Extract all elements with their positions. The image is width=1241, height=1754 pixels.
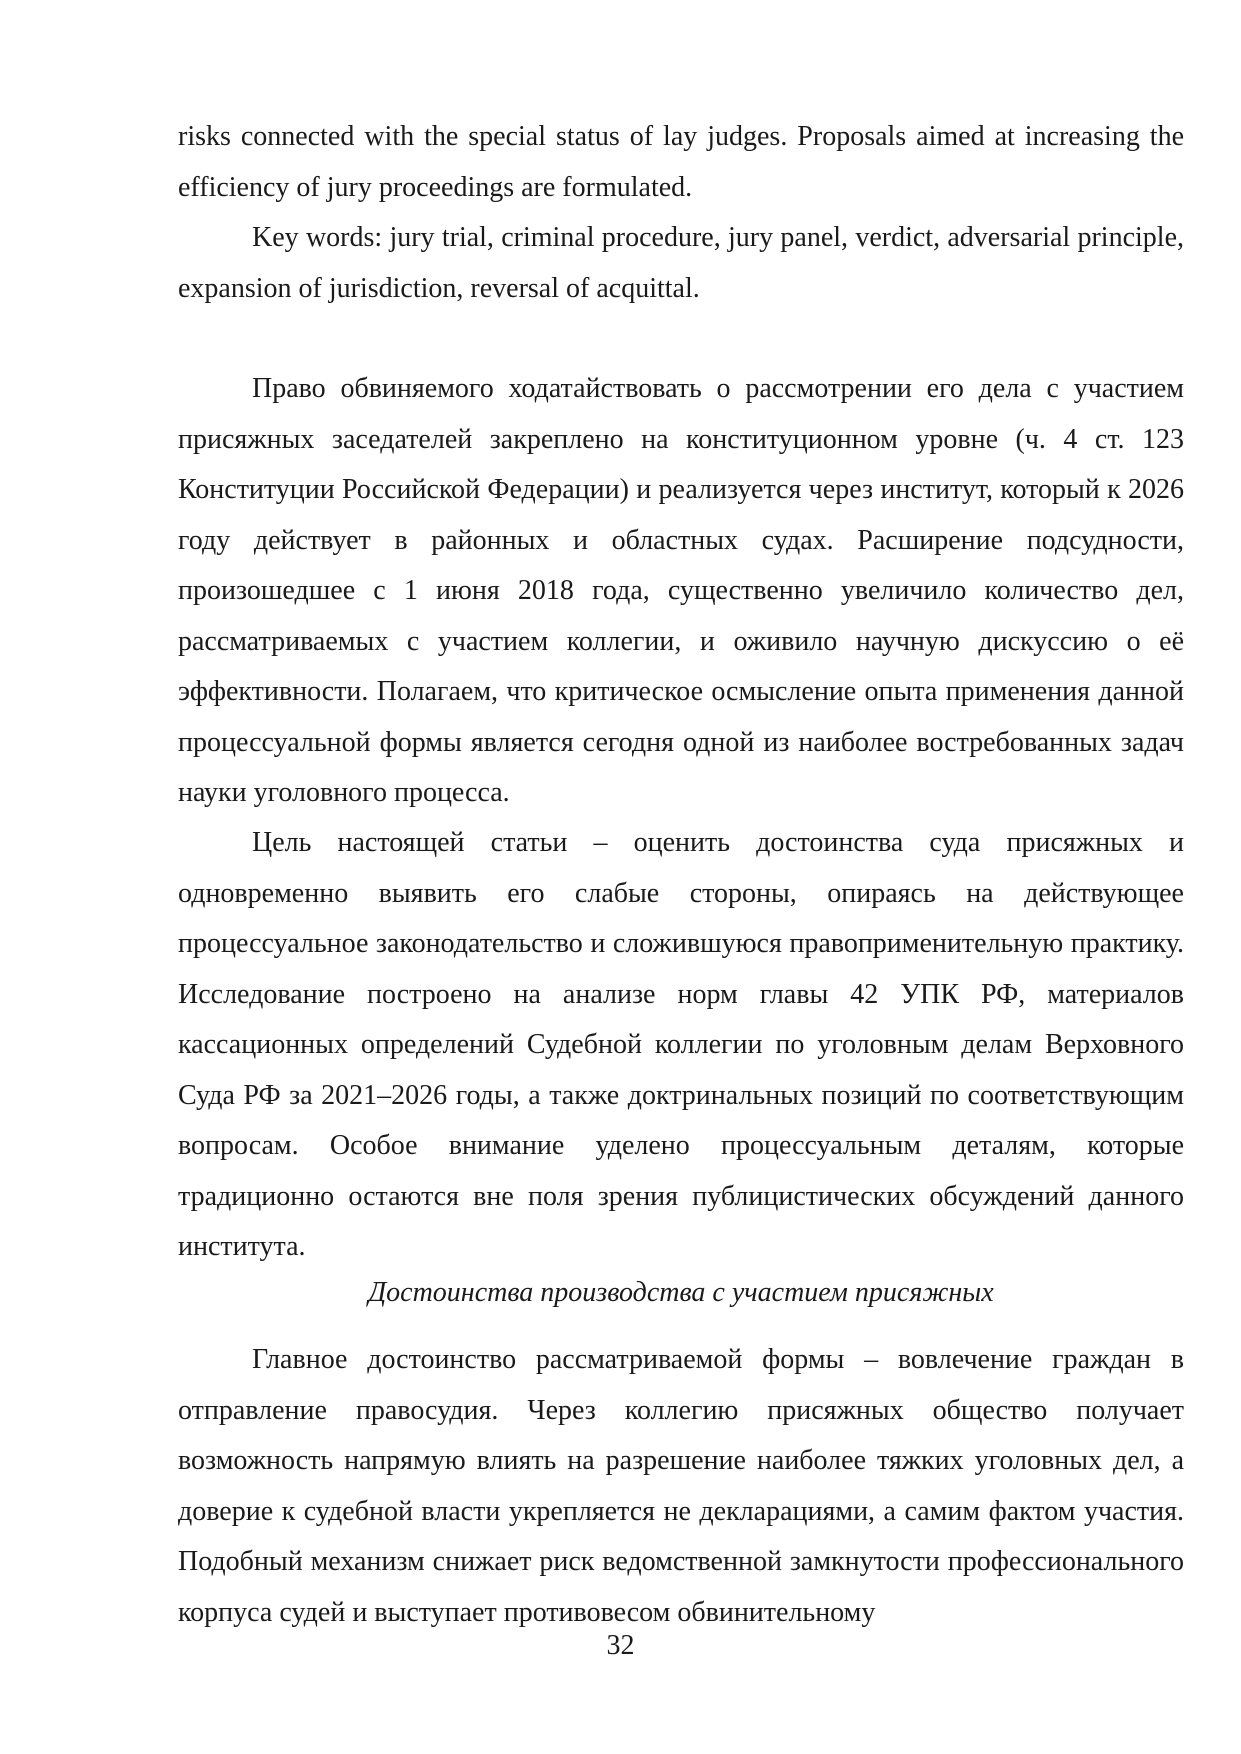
keywords-paragraph: Key words: jury trial, criminal procedure, jury panel, verdict, adversarial principle, expansion of jurisdiction, reversal of acquittal. (178, 222, 1184, 304)
page-number: 32 (606, 1630, 635, 1661)
abstract-continuation-paragraph: risks connected with the special status of lay judges. Proposals aimed at increasing the efficiency of jury proceedings are formulated. (178, 121, 1184, 203)
goal-paragraph: Цель настоящей статьи – оценить достоинства суда присяжных и одновременно выявить его слабые стороны, опираясь на действующее процессуальное законодательство и сложившуюся правоприменительную практику. Исследование построено на анализе норм главы 42 УПК РФ, материалов кассационных определений Судебной коллегии по уголовным делам Верховного Суда РФ за 2021–2026 годы, а также доктринальных позиций по соответствующим вопросам. Особое внимание уделено процессуальным деталям, которые традиционно остаются вне поля зрения публицистических обсуждений данного института. (178, 827, 1184, 1262)
merits-paragraph: Главное достоинство рассматриваемой формы – вовлечение граждан в отправление правосудия. Через коллегию присяжных общество получает возможность напрямую влиять на разрешение наиболее тяжких уголовных дел, а доверие к судебной власти укрепляется не декларациями, а самим фактом участия. Подобный механизм снижает риск ведомственной замкнутости профессионального корпуса судей и выступает противовесом обвинительному (178, 1344, 1184, 1628)
section-heading: Достоинства производства с участием присяжных (368, 1277, 994, 1308)
intro-paragraph: Право обвиняемого ходатайствовать о рассмотрении его дела с участием присяжных заседателей закреплено на конституционном уровне (ч. 4 ст. 123 Конституции Российской Федерации) и реализуется через институт, который к 2026 году действует в районных и областных судах. Расширение подсудности, произошедшее с 1 июня 2018 года, существенно увеличило количество дел, рассматриваемых с участием коллегии, и оживило научную дискуссию о её эффективности. Полагаем, что критическое осмысление опыта применения данной процессуальной формы является сегодня одной из наиболее востребованных задач науки уголовного процесса. (178, 373, 1184, 808)
